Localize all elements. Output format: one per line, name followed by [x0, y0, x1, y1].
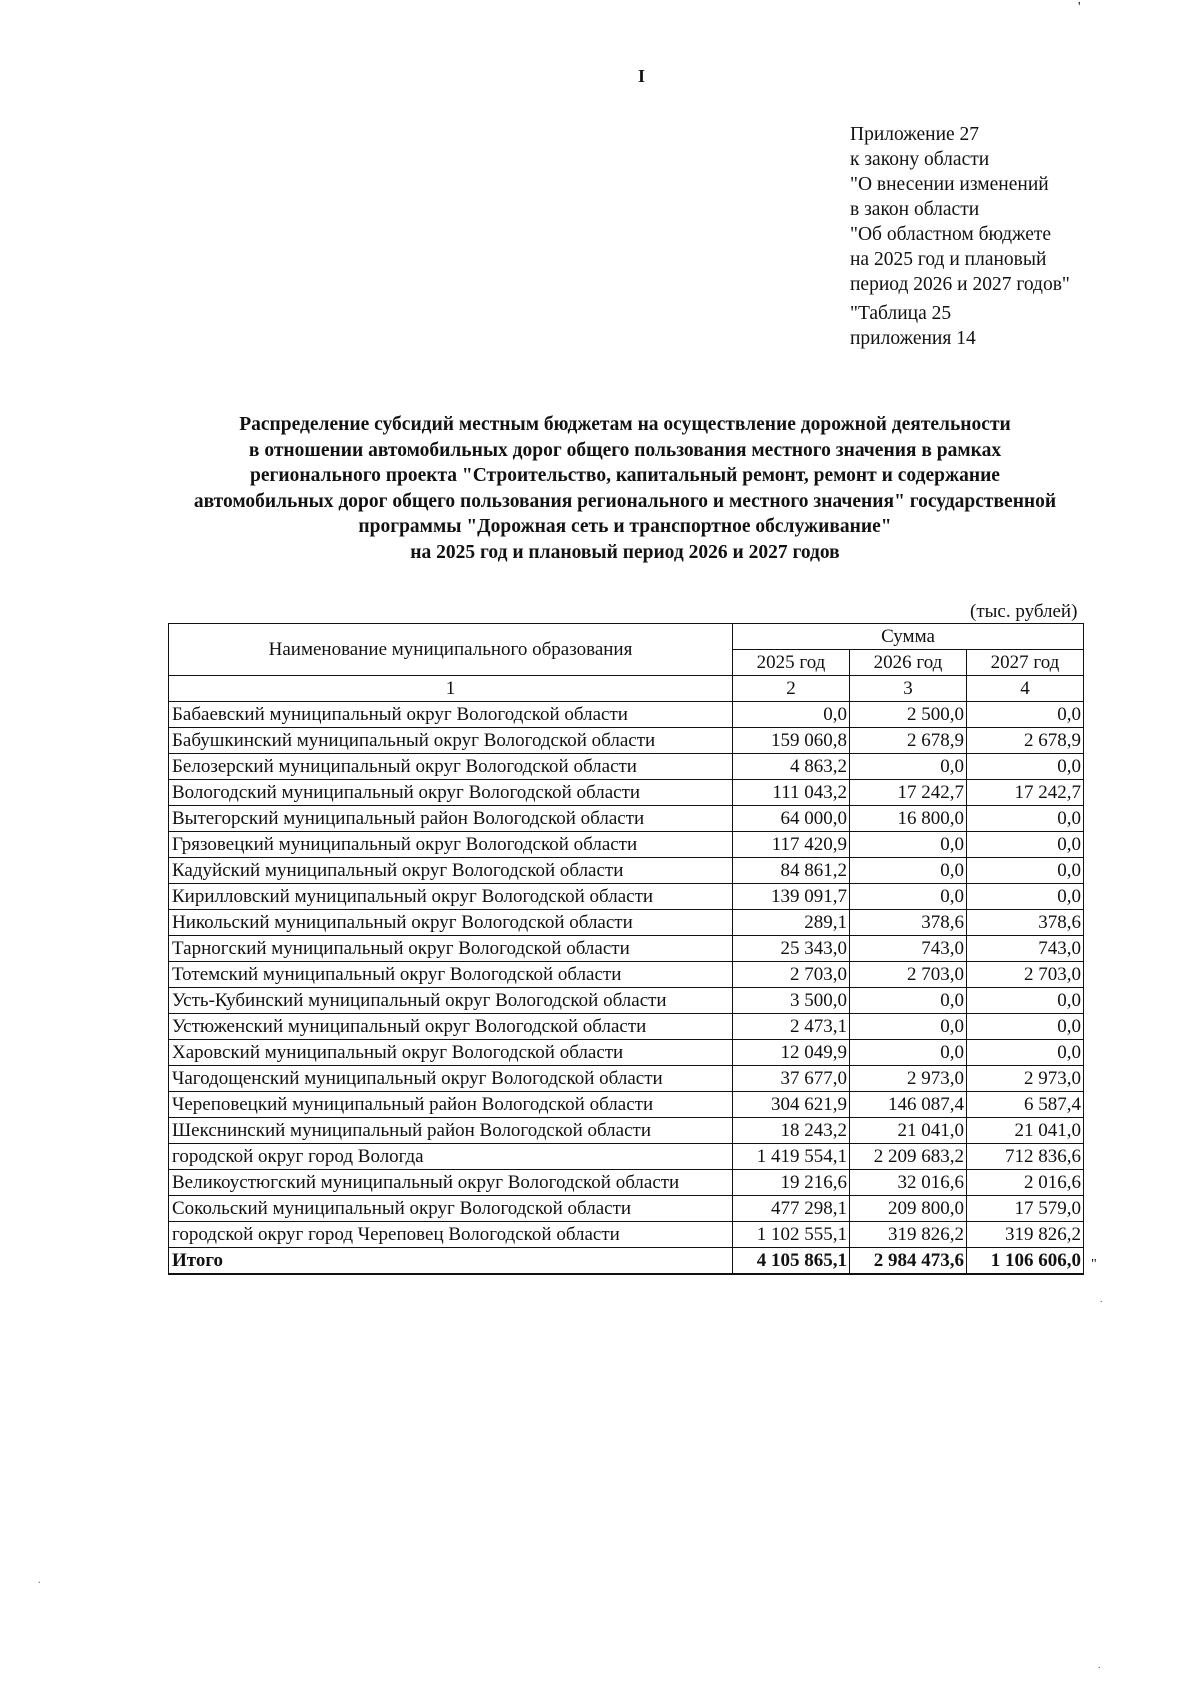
amount-2025: 289,1	[733, 910, 850, 936]
amount-2026: 2 703,0	[850, 962, 967, 988]
amount-2026: 16 800,0	[850, 806, 967, 832]
municipality-name: Усть-Кубинский муниципальный округ Вологодской области	[169, 988, 733, 1014]
amount-2027: 0,0	[967, 702, 1084, 728]
amount-2025: 2 703,0	[733, 962, 850, 988]
table-row	[169, 1222, 1084, 1248]
amount-2026: 0,0	[850, 832, 967, 858]
amount-2027: 17 242,7	[967, 780, 1084, 806]
amount-2027: 0,0	[967, 754, 1084, 780]
amount-2025: 0,0	[733, 702, 850, 728]
annex-line: период 2026 и 2027 годов"	[850, 274, 1070, 295]
table-row	[169, 754, 1084, 780]
amount-2027: 2 678,9	[967, 728, 1084, 754]
municipality-name: городской округ город Вологда	[169, 1144, 733, 1170]
municipality-name: Устюженский муниципальный округ Вологодской области	[169, 1014, 733, 1040]
table-row	[169, 1014, 1084, 1040]
column-number-row	[169, 676, 1084, 702]
annex-line: к закону области	[850, 149, 990, 170]
table-row	[169, 702, 1084, 728]
units-label: (тыс. рублей)	[970, 601, 1078, 622]
municipality-name: Великоустюгский муниципальный округ Вологодской области	[169, 1170, 733, 1196]
table-row	[169, 728, 1084, 754]
amount-2026: 0,0	[850, 884, 967, 910]
amount-2027: 319 826,2	[967, 1222, 1084, 1248]
scan-speck: .	[1098, 1660, 1101, 1671]
amount-2027: 0,0	[967, 988, 1084, 1014]
year-2026: 2026 год	[850, 650, 967, 676]
annex-line: "О внесении изменений	[850, 174, 1049, 195]
amount-2027: 2 703,0	[967, 962, 1084, 988]
table-row	[169, 806, 1084, 832]
amount-2027: 0,0	[967, 832, 1084, 858]
amount-2025: 25 343,0	[733, 936, 850, 962]
amount-2025: 18 243,2	[733, 1118, 850, 1144]
municipality-name: Сокольский муниципальный округ Вологодской области	[169, 1196, 733, 1222]
amount-2026: 0,0	[850, 858, 967, 884]
table-row	[169, 962, 1084, 988]
table-row	[169, 936, 1084, 962]
amount-2026: 2 973,0	[850, 1066, 967, 1092]
municipality-name: Бабаевский муниципальный округ Вологодской области	[169, 702, 733, 728]
amount-2025: 3 500,0	[733, 988, 850, 1014]
table-row	[169, 858, 1084, 884]
title-line: Распределение субсидий местным бюджетам на осуществление дорожной деятельности	[239, 414, 1011, 435]
table-row	[169, 1144, 1084, 1170]
amount-2025: 12 049,9	[733, 1040, 850, 1066]
amount-2026: 319 826,2	[850, 1222, 967, 1248]
table-ref-line: "Таблица 25	[850, 303, 952, 324]
amount-2026: 2 678,9	[850, 728, 967, 754]
amount-2025: 111 043,2	[733, 780, 850, 806]
amount-2027: 17 579,0	[967, 1196, 1084, 1222]
amount-2026: 32 016,6	[850, 1170, 967, 1196]
corner-mark: '	[1078, 0, 1081, 15]
municipality-name: Шекснинский муниципальный район Вологодской области	[169, 1118, 733, 1144]
amount-2026: 2 500,0	[850, 702, 967, 728]
table-row	[169, 832, 1084, 858]
page-mark: I	[638, 66, 646, 86]
amount-2025: 4 105 865,1	[733, 1248, 850, 1275]
amount-2025: 117 420,9	[733, 832, 850, 858]
municipality-name: Кадуйский муниципальный округ Вологодской области	[169, 858, 733, 884]
amount-2027: 2 016,6	[967, 1170, 1084, 1196]
amount-2025: 139 091,7	[733, 884, 850, 910]
amount-2026: 21 041,0	[850, 1118, 967, 1144]
municipality-name: Никольский муниципальный округ Вологодской области	[169, 910, 733, 936]
table-row	[169, 988, 1084, 1014]
municipality-name: Вологодский муниципальный округ Вологодской области	[169, 780, 733, 806]
amount-2027: 0,0	[967, 1014, 1084, 1040]
col-number: 1	[169, 676, 733, 702]
amount-2027: 0,0	[967, 858, 1084, 884]
amount-2025: 477 298,1	[733, 1196, 850, 1222]
amount-2026: 209 800,0	[850, 1196, 967, 1222]
municipality-name: Бабушкинский муниципальный округ Вологодской области	[169, 728, 733, 754]
amount-2027: 0,0	[967, 884, 1084, 910]
total-row	[169, 1248, 1084, 1275]
table-ref-line: приложения 14	[850, 328, 976, 349]
municipality-name: Грязовецкий муниципальный округ Вологодской области	[169, 832, 733, 858]
year-2027: 2027 год	[967, 650, 1084, 676]
municipality-name: Белозерский муниципальный округ Вологодской области	[169, 754, 733, 780]
subsidy-table	[168, 623, 1084, 1275]
amount-2027: 0,0	[967, 806, 1084, 832]
amount-2025: 84 861,2	[733, 858, 850, 884]
municipality-name: Харовский муниципальный округ Вологодской области	[169, 1040, 733, 1066]
header-sum: Сумма	[733, 624, 1084, 650]
amount-2025: 4 863,2	[733, 754, 850, 780]
amount-2027: 378,6	[967, 910, 1084, 936]
col-number: 3	[850, 676, 967, 702]
municipality-name: Тарногский муниципальный округ Вологодской области	[169, 936, 733, 962]
document-title	[120, 412, 1130, 565]
amount-2026: 0,0	[850, 1040, 967, 1066]
amount-2026: 146 087,4	[850, 1092, 967, 1118]
annex-line: Приложение 27	[850, 124, 980, 145]
title-line: автомобильных дорог общего пользования регионального и местного значения" государственной	[193, 490, 1057, 512]
scan-speck: .	[38, 1575, 41, 1586]
amount-2027: 2 973,0	[967, 1066, 1084, 1092]
amount-2026: 378,6	[850, 910, 967, 936]
title-line: регионального проекта "Строительство, капитальный ремонт, ремонт и содержание	[250, 465, 1000, 486]
col-number: 2	[733, 676, 850, 702]
title-line: на 2025 год и плановый период 2026 и 2027 годов	[410, 541, 840, 563]
municipality-name: Итого	[169, 1248, 733, 1275]
amount-2025: 19 216,6	[733, 1170, 850, 1196]
title-line: в отношении автомобильных дорог общего пользования местного значения в рамках	[248, 439, 1002, 461]
closing-quote: "	[1091, 1257, 1097, 1272]
table-row	[169, 1170, 1084, 1196]
header-name: Наименование муниципального образования	[169, 624, 733, 676]
amount-2025: 2 473,1	[733, 1014, 850, 1040]
table-row	[169, 780, 1084, 806]
municipality-name: Череповецкий муниципальный район Вологодской области	[169, 1092, 733, 1118]
municipality-name: городской округ город Череповец Вологодской области	[169, 1222, 733, 1248]
amount-2027: 6 587,4	[967, 1092, 1084, 1118]
title-line: программы "Дорожная сеть и транспортное обслуживание"	[358, 516, 892, 537]
amount-2026: 0,0	[850, 1014, 967, 1040]
annex-line: на 2025 год и плановый	[850, 249, 1047, 270]
amount-2026: 0,0	[850, 754, 967, 780]
table-row	[169, 1196, 1084, 1222]
scan-speck: .	[1100, 1294, 1103, 1305]
amount-2026: 743,0	[850, 936, 967, 962]
annex-line: "Об областном бюджете	[850, 224, 1052, 245]
amount-2027: 0,0	[967, 1040, 1084, 1066]
municipality-name: Кирилловский муниципальный округ Вологодской области	[169, 884, 733, 910]
annex-block	[850, 122, 1170, 351]
amount-2026: 2 209 683,2	[850, 1144, 967, 1170]
col-number: 4	[967, 676, 1084, 702]
table-row	[169, 1118, 1084, 1144]
table-row	[169, 884, 1084, 910]
header-row	[169, 624, 1084, 650]
municipality-name: Чагодощенский муниципальный округ Вологодской области	[169, 1066, 733, 1092]
amount-2027: 712 836,6	[967, 1144, 1084, 1170]
municipality-name: Вытегорский муниципальный район Вологодской области	[169, 806, 733, 832]
amount-2025: 37 677,0	[733, 1066, 850, 1092]
amount-2027: 743,0	[967, 936, 1084, 962]
table-row	[169, 910, 1084, 936]
amount-2026: 2 984 473,6	[850, 1248, 967, 1275]
table-row	[169, 1066, 1084, 1092]
amount-2025: 1 102 555,1	[733, 1222, 850, 1248]
amount-2025: 159 060,8	[733, 728, 850, 754]
amount-2026: 17 242,7	[850, 780, 967, 806]
amount-2027: 1 106 606,0	[967, 1248, 1084, 1275]
amount-2027: 21 041,0	[967, 1118, 1084, 1144]
municipality-name: Тотемский муниципальный округ Вологодской области	[169, 962, 733, 988]
amount-2025: 304 621,9	[733, 1092, 850, 1118]
amount-2026: 0,0	[850, 988, 967, 1014]
table-row	[169, 1040, 1084, 1066]
annex-line: в закон области	[850, 199, 980, 220]
table-row	[169, 1092, 1084, 1118]
year-2025: 2025 год	[733, 650, 850, 676]
amount-2025: 1 419 554,1	[733, 1144, 850, 1170]
amount-2025: 64 000,0	[733, 806, 850, 832]
